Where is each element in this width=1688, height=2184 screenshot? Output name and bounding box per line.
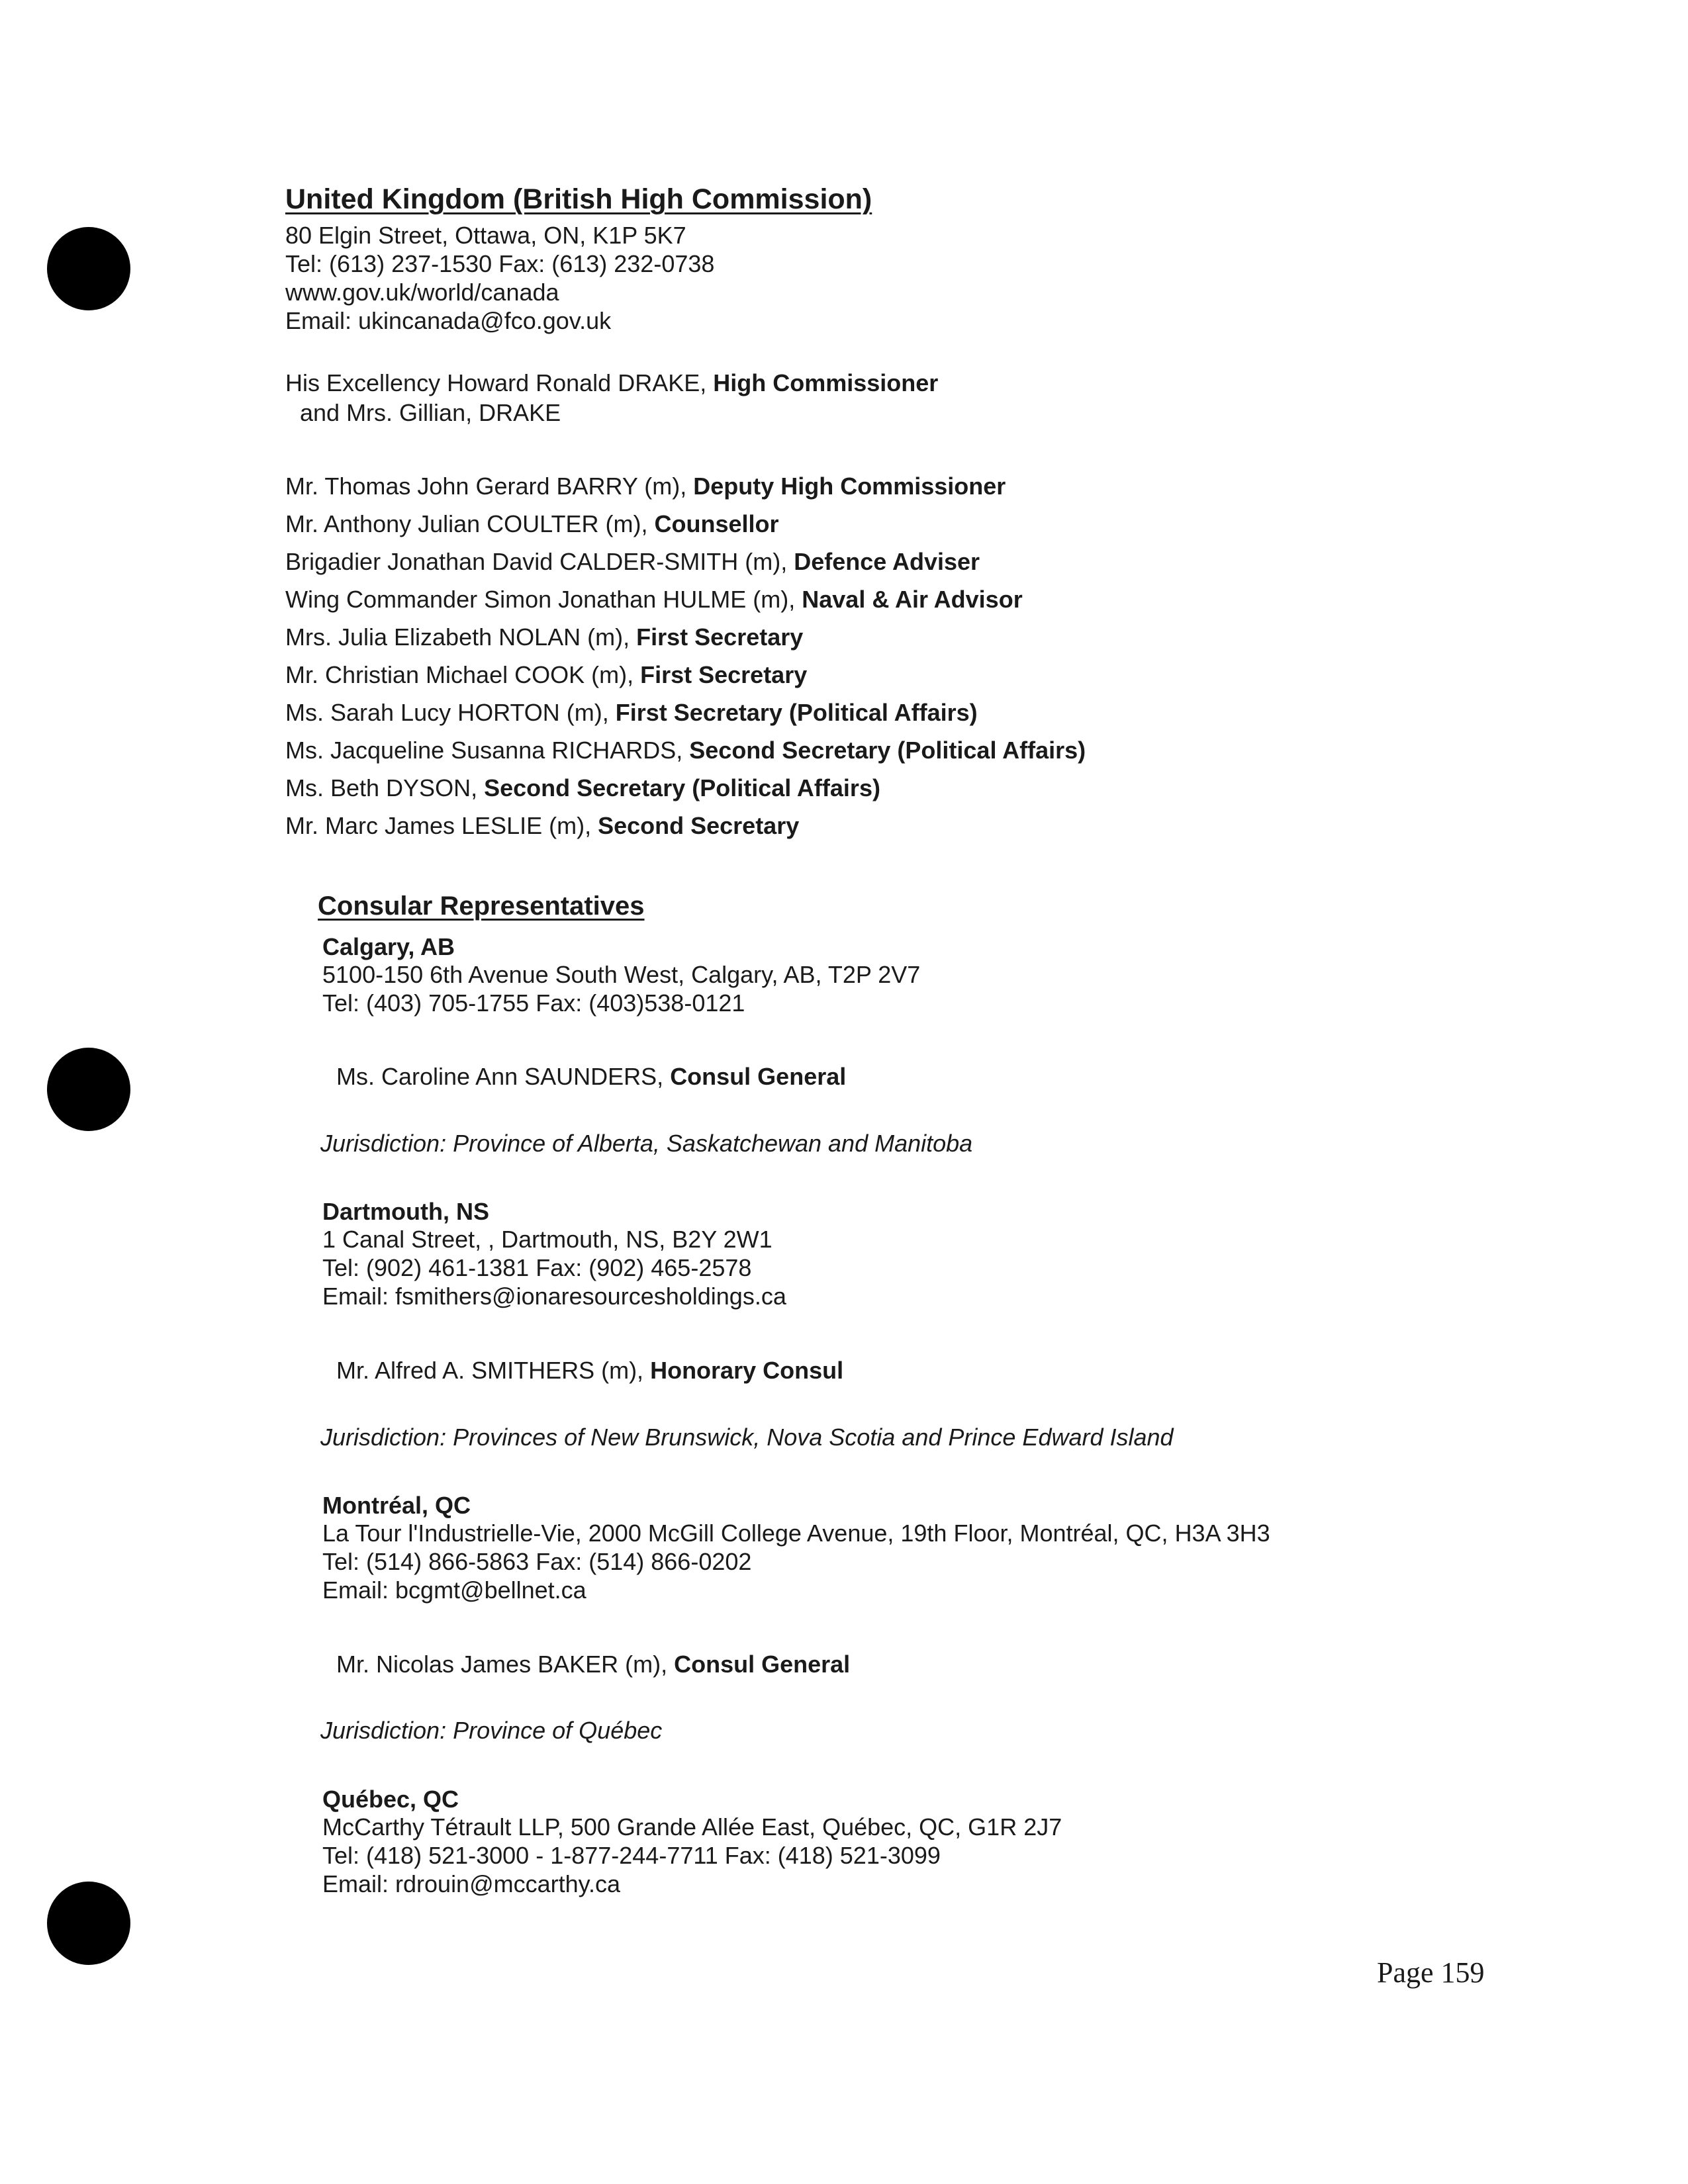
office-city: Dartmouth, NS <box>322 1198 489 1225</box>
office-address: 1 Canal Street, , Dartmouth, NS, B2Y 2W1 <box>322 1226 773 1253</box>
office-official: Mr. Alfred A. SMITHERS (m), Honorary Consul <box>336 1357 844 1384</box>
head-name: His Excellency Howard Ronald DRAKE, <box>285 369 714 396</box>
office-email: Email: rdrouin@mccarthy.ca <box>322 1870 620 1897</box>
office-city: Calgary, AB <box>322 933 455 960</box>
office-address: McCarthy Tétrault LLP, 500 Grande Allée East, Québec, QC, G1R 2J7 <box>322 1813 1062 1841</box>
official-title: Consul General <box>674 1651 851 1678</box>
staff-entry: Mr. Christian Michael COOK (m), First Secretary <box>285 661 808 688</box>
consular-heading: Consular Representatives <box>318 891 645 921</box>
staff-title: Second Secretary <box>598 812 800 839</box>
staff-title: First Secretary <box>636 623 804 651</box>
head-spouse: and Mrs. Gillian, DRAKE <box>300 399 561 426</box>
staff-title: Counsellor <box>654 510 779 537</box>
punch-hole-bottom <box>47 1882 130 1965</box>
punch-hole-middle <box>47 1048 130 1131</box>
office-jurisdiction: Jurisdiction: Province of Alberta, Saskatchewan and Manitoba <box>320 1130 973 1157</box>
office-phone: Tel: (418) 521-3000 - 1-877-244-7711 Fax: (418) 521-3099 <box>322 1842 941 1869</box>
staff-title: First Secretary <box>640 661 808 688</box>
staff-entry: Ms. Sarah Lucy HORTON (m), First Secretary (Political Affairs) <box>285 699 978 726</box>
office-phone: Tel: (403) 705-1755 Fax: (403)538-0121 <box>322 989 745 1017</box>
staff-entry: Brigadier Jonathan David CALDER-SMITH (m), Defence Adviser <box>285 548 980 575</box>
mission-website: www.gov.uk/world/canada <box>285 279 559 306</box>
mission-heading: United Kingdom (British High Commission) <box>285 183 872 215</box>
office-phone: Tel: (902) 461-1381 Fax: (902) 465-2578 <box>322 1254 752 1281</box>
staff-entry: Mrs. Julia Elizabeth NOLAN (m), First Secretary <box>285 623 804 651</box>
mission-email: Email: ukincanada@fco.gov.uk <box>285 307 612 334</box>
staff-title: Naval & Air Advisor <box>802 586 1023 613</box>
office-address: La Tour l'Industrielle-Vie, 2000 McGill College Avenue, 19th Floor, Montréal, QC, H3A 3H3 <box>322 1520 1270 1547</box>
punch-hole-top <box>47 227 130 310</box>
staff-entry: Ms. Beth DYSON, Second Secretary (Political Affairs) <box>285 774 880 801</box>
mission-address: 80 Elgin Street, Ottawa, ON, K1P 5K7 <box>285 222 686 249</box>
staff-title: Deputy High Commissioner <box>693 473 1006 500</box>
office-official: Ms. Caroline Ann SAUNDERS, Consul General <box>336 1063 847 1090</box>
office-email: Email: fsmithers@ionaresourcesholdings.ca <box>322 1283 786 1310</box>
staff-title: Second Secretary (Political Affairs) <box>689 737 1086 764</box>
head-of-mission <box>285 369 938 397</box>
page-number: Page 159 <box>1377 1956 1485 1989</box>
official-title: Honorary Consul <box>650 1357 844 1384</box>
office-jurisdiction: Jurisdiction: Province of Québec <box>320 1717 663 1744</box>
staff-entry: Wing Commander Simon Jonathan HULME (m), Naval & Air Advisor <box>285 586 1023 613</box>
staff-entry: Ms. Jacqueline Susanna RICHARDS, Second Secretary (Political Affairs) <box>285 737 1086 764</box>
office-jurisdiction: Jurisdiction: Provinces of New Brunswick, Nova Scotia and Prince Edward Island <box>320 1424 1174 1451</box>
staff-title: Defence Adviser <box>794 548 980 575</box>
staff-title: First Secretary (Political Affairs) <box>615 699 978 726</box>
staff-entry: Mr. Anthony Julian COULTER (m), Counsellor <box>285 510 779 537</box>
staff-entry: Mr. Marc James LESLIE (m), Second Secretary <box>285 812 800 839</box>
office-email: Email: bcgmt@bellnet.ca <box>322 1576 586 1604</box>
staff-title: Second Secretary (Political Affairs) <box>484 774 880 801</box>
official-title: Consul General <box>670 1063 847 1090</box>
head-title: High Commissioner <box>713 369 939 396</box>
office-phone: Tel: (514) 866-5863 Fax: (514) 866-0202 <box>322 1548 752 1575</box>
office-official: Mr. Nicolas James BAKER (m), Consul General <box>336 1651 851 1678</box>
office-address: 5100-150 6th Avenue South West, Calgary, AB, T2P 2V7 <box>322 961 921 988</box>
office-city: Québec, QC <box>322 1786 459 1813</box>
mission-phone: Tel: (613) 237-1530 Fax: (613) 232-0738 <box>285 250 715 277</box>
office-city: Montréal, QC <box>322 1492 471 1519</box>
staff-entry: Mr. Thomas John Gerard BARRY (m), Deputy High Commissioner <box>285 473 1006 500</box>
